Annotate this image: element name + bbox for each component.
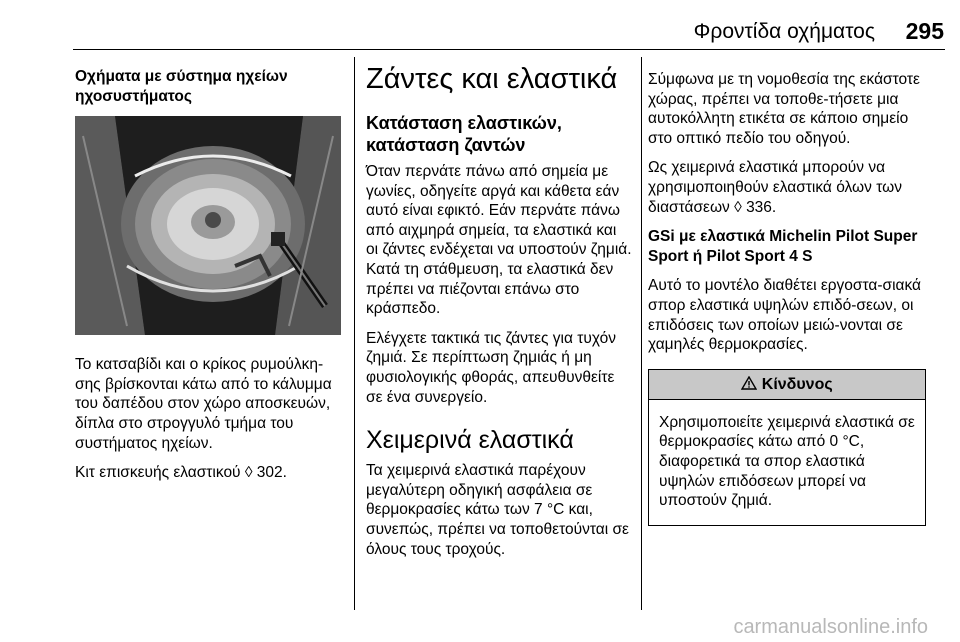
winter-tyres-paragraph: Τα χειμερινά ελαστικά παρέχουν μεγαλύτερη οδηγική ασφάλεια σε θερμοκρασίες κάτω των 7 °C και, συνεπώς, πρέπει να τοποθετούνται σε όλους τους τροχούς. xyxy=(366,462,629,558)
column-1 xyxy=(75,67,343,493)
column-3 xyxy=(648,70,926,526)
sound-system-heading: Οχήματα με σύστημα ηχείων ηχοσυστήματος xyxy=(75,68,288,105)
wheels-tyres-title: Ζάντες και ελαστικά xyxy=(366,63,618,95)
column-divider-2 xyxy=(641,57,642,610)
column-2 xyxy=(366,62,632,569)
column-divider-1 xyxy=(354,57,355,610)
danger-text: Χρησιμοποιείτε χειμερινά ελαστικά σε θερμοκρασίες κάτω από 0 °C, διαφορετικά τα σπορ ελαστικά υψηλών επιδόσεων μπορεί να υποστούν ζημιά. xyxy=(659,413,915,510)
gsi-heading: GSi με ελαστικά Michelin Pilot Super Sport ή Pilot Sport 4 S xyxy=(648,228,918,265)
danger-box-header xyxy=(649,370,925,400)
warning-triangle-icon xyxy=(741,376,757,390)
gsi-paragraph: Αυτό το μοντέλο διαθέτει εργοστα-σιακά σπορ ελαστικά υψηλών επιδό-σεων, οι επιδόσεις των οποίων μειώ-νονται σε χαμηλές θερμοκρασίες. xyxy=(648,277,921,354)
danger-box xyxy=(648,369,926,526)
repair-kit-reference: Κιτ επισκευής ελαστικού ◊ 302. xyxy=(75,464,287,482)
inspection-paragraph: Ελέγχετε τακτικά τις ζάντες για τυχόν ζημιά. Σε περίπτωση ζημιάς ή μη φυσιολογικής φθοράς, απευθυνθείτε σε ένα συνεργείο. xyxy=(366,329,616,406)
sticker-paragraph: Σύμφωνα με τη νομοθεσία της εκάστοτε χώρας, πρέπει να τοποθε-τήσετε μια αυτοκόλλητη ετικέτα σε κάποιο σημείο στο οπτικό πεδίο του οδηγού. xyxy=(648,71,920,147)
tyre-condition-subtitle: Κατάσταση ελαστικών, κατάσταση ζαντών xyxy=(366,113,562,155)
page-number: 295 xyxy=(905,18,944,44)
header-rule xyxy=(73,49,945,50)
danger-title: Κίνδυνος xyxy=(761,375,833,393)
trunk-floor-photo xyxy=(75,116,341,335)
section-title: Φροντίδα οχήματος xyxy=(693,20,875,43)
kerb-paragraph: Όταν περνάτε πάνω από σημεία με γωνίες, οδηγείτε αργά και κάθετα εάν αυτό είναι εφικτό. Εάν περνάτε πάνω από αιχμηρά σημεία, τα ελαστικά και οι ζάντες ενδέχεται να υποστούν ζημιά. Κατά τη στάθμευση, τα ελαστικά δεν πρέπει να πιέζονται επάνω στο κράσπεδο. xyxy=(366,163,632,318)
screwdriver-paragraph: Το κατσαβίδι και ο κρίκος ρυμούλκη-σης βρίσκονται κάτω από το κάλυμμα του δαπέδου στον χώρο αποσκευών, δίπλα στο στρογγυλό τμήμα του συστήματος ηχείων. xyxy=(75,356,332,452)
watermark: carmanualsonline.info xyxy=(733,616,928,638)
winter-tyres-title: Χειμερινά ελαστικά xyxy=(366,426,574,455)
tyre-size-paragraph: Ως χειμερινά ελαστικά μπορούν να χρησιμοποιηθούν ελαστικά όλων των διαστάσεων ◊ 336. xyxy=(648,159,902,216)
